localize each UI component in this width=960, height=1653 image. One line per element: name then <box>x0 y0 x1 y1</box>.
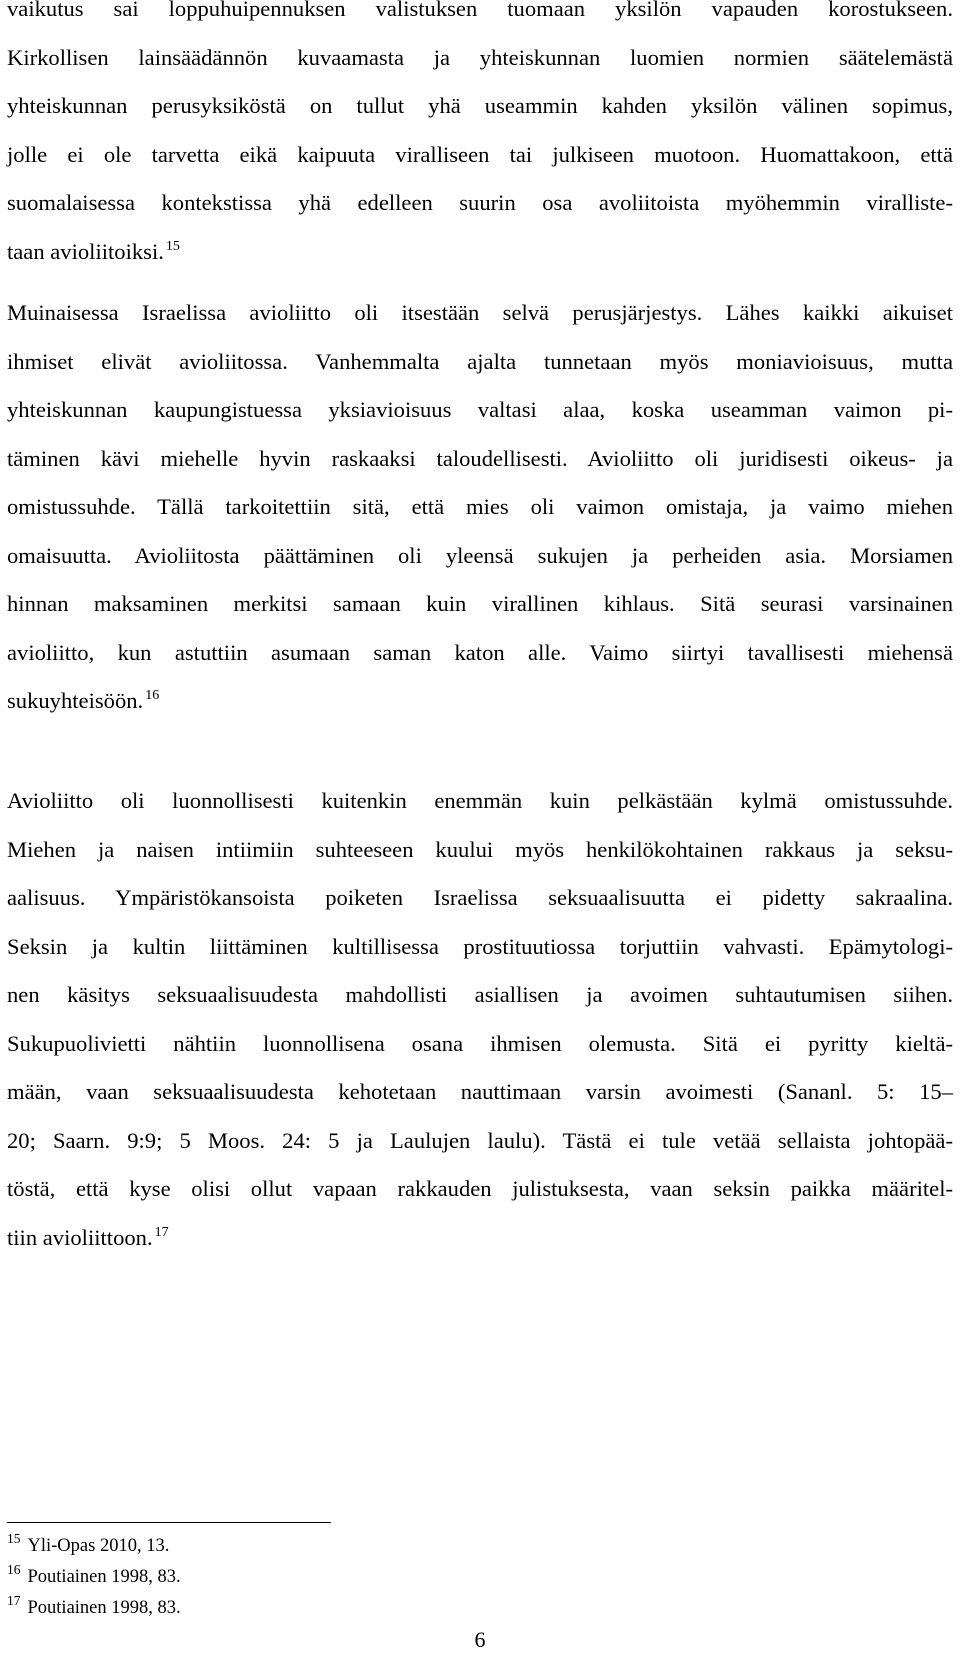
text-line-last <box>7 1214 953 1263</box>
text-line: hinnan maksaminen merkitsi samaan kuin virallinen kihlaus. Sitä seurasi varsinainen <box>7 591 953 616</box>
text-line: aalisuus. Ympäristökansoista poiketen Israelissa seksuaalisuutta ei pidetty sakraalina. <box>7 885 953 910</box>
text-line: avioliitto, kun astuttiin asumaan saman katon alle. Vaimo siirtyi tavallisesti miehensä <box>7 639 953 665</box>
text-line: suomalaisessa kontekstissa yhä edelleen suurin osa avoliitoista myöhemmin viralliste- <box>7 190 953 215</box>
paragraph-1 <box>7 0 953 276</box>
footnote-text: Poutiainen 1998, 83. <box>27 1598 181 1618</box>
text-line: Kirkollisen lainsäädännön kuvaamasta ja yhteiskunnan luomien normien säätelemästä <box>7 44 953 70</box>
text-line: omaisuutta. Avioliitosta päättäminen oli yleensä sukujen ja perheiden asia. Morsiamen <box>7 542 953 568</box>
footnote-item <box>7 1562 181 1593</box>
footnote-divider <box>7 1522 331 1523</box>
text-line: jolle ei ole tarvetta eikä kaipuuta viralliseen tai julkiseen muotoon. Huomattakoon, että <box>7 141 953 167</box>
text-line: ihmiset elivät avioliitossa. Vanhemmalta ajalta tunnetaan myös moniavioisuus, mutta <box>7 348 953 374</box>
text-line: täminen kävi miehelle hyvin raskaaksi taloudellisesti. Avioliitto oli juridisesti oikeus- ja <box>7 445 953 471</box>
text-line: 20; Saarn. 9:9; 5 Moos. 24: 5 ja Laulujen laulu). Tästä ei tule vetää sellaista johtopää- <box>7 1127 953 1153</box>
footnote-reference[interactable]: 17 <box>154 1224 169 1240</box>
text-line: Seksin ja kultin liittäminen kultillisessa prostituutiossa torjuttiin vahvasti. Epämytologi- <box>7 933 953 959</box>
page-number: 6 <box>474 1627 486 1652</box>
footnote-number: 16 <box>7 1562 21 1577</box>
footnote-reference[interactable]: 16 <box>145 688 160 703</box>
text-line: Miehen ja naisen intiimiin suhteeseen kuului myös henkilökohtainen rakkaus ja seksu- <box>7 836 953 862</box>
footnote-reference[interactable]: 15 <box>165 238 180 254</box>
paragraph-2 <box>7 289 953 726</box>
text-line: töstä, että kyse olisi ollut vapaan rakkauden julistuksesta, vaan seksin paikka määritel- <box>7 1176 953 1201</box>
text-line: vaikutus sai loppuhuipennuksen valistuksen tuomaan yksilön vapauden korostukseen. <box>7 0 953 21</box>
footnote-number: 17 <box>7 1593 21 1608</box>
text-line-content: taan avioliitoiksi. <box>7 238 164 264</box>
text-line-last <box>7 228 953 277</box>
footnote-text: Yli-Opas 2010, 13. <box>27 1536 170 1556</box>
footnote-list <box>7 1531 181 1624</box>
footnote-item <box>7 1593 181 1624</box>
text-line: yhteiskunnan kaupungistuessa yksiavioisuus valtasi alaa, koska useamman vaimon pi- <box>7 397 953 422</box>
text-line: mään, vaan seksuaalisuudesta kehotetaan nauttimaan varsin avoimesti (Sananl. 5: 15– <box>7 1079 953 1104</box>
footnote-number: 15 <box>7 1531 21 1546</box>
text-line-last <box>7 677 953 726</box>
text-line: Sukupuolivietti nähtiin luonnollisena osana ihmisen olemusta. Sitä ei pyritty kieltä- <box>7 1030 953 1056</box>
footnote-text: Poutiainen 1998, 83. <box>27 1567 181 1587</box>
text-line-content: tiin avioliittoon. <box>7 1224 153 1250</box>
text-line: Muinaisessa Israelissa avioliitto oli itsestään selvä perusjärjestys. Lähes kaikki aikuiset <box>7 300 953 325</box>
text-line: omistussuhde. Tällä tarkoitettiin sitä, että mies oli vaimon omistaja, ja vaimo miehen <box>7 494 953 519</box>
text-line: nen käsitys seksuaalisuudesta mahdollisti asiallisen ja avoimen suhtautumisen siihen. <box>7 982 953 1007</box>
text-line-content: sukuyhteisöön. <box>7 688 144 713</box>
text-line: Avioliitto oli luonnollisesti kuitenkin enemmän kuin pelkästään kylmä omistussuhde. <box>7 788 953 813</box>
paragraph-3 <box>7 777 953 1262</box>
text-line: yhteiskunnan perusyksiköstä on tullut yhä useammin kahden yksilön välinen sopimus, <box>7 93 953 118</box>
footnote-item <box>7 1531 181 1562</box>
